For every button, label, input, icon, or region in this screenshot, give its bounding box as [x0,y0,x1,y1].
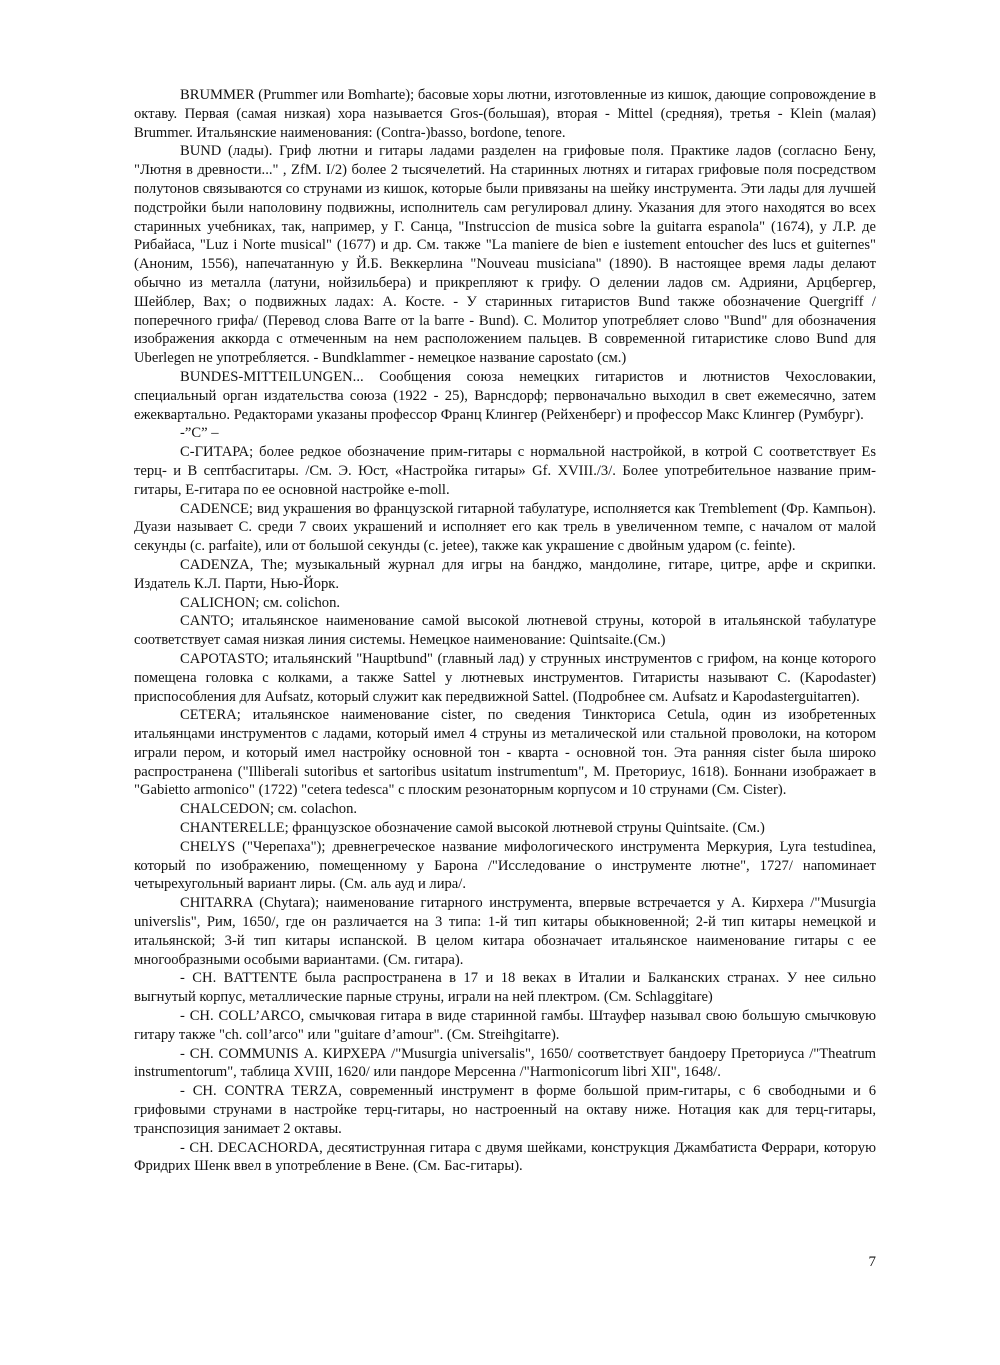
entry-ch-decachorda: - CH. DECACHORDA, десятиструнная гитара с двумя шейками, конструкция Джамбатиста Феррари, которую Фридрих Шенк ввел в употребление в Вене. (См. Бас-гитары). [134,1139,876,1175]
entry-chalcedon: CHALCEDON; см. colachon. [180,801,358,818]
page-number: 7 [868,1254,876,1270]
entry-chitarra: CHITARRA (Chytara); наименование гитарного инструмента, впервые встречается у А. Кирхера /"Musurgia universlis", Рим, 1650/, где он различается на 3 типа: 1-й тип китары обыкновенной; 2-й тип китары немецкой и итальянской; 3-й тип китары испанской. В целом китара обозначает итальянское наименование гитары с ее многообразными особыми вариантами. (См. гитара). [134,895,876,968]
entry-c-gitara: С-ГИТАРА; более редкое обозначение прим-гитары с нормальной настройкой, в котрой С соответствует Es терц- и В септбасгитары. /См. Э. Юст, «Настройка гитары» Gf. XVIII./3/. Более употребительное название прим-гитары, E-гитара по ее основной настройке e-moll. [134,444,876,498]
entry-ch-communis: - CH. COMMUNIS А. КИРХЕРА /"Musurgia universalis", 1650/ соответствует бандоеру Преториуса /"Theatrum instrumentorum", таблица XVIII, 1620/ или пандоре Мерсенна /"Harmonicorum libri XII", 1648/. [134,1045,876,1081]
entry-chanterelle: CHANTERELLE; французское обозначение самой высокой лютневой струны Quintsaite. (См.) [180,820,765,837]
entry-capotasto: CAPOTASTO; итальянский "Hauptbund" (главный лад) у струнных инструментов с грифом, на конце которого помещена головка с колками, а также Sattel у лютневых инструментов. Гитаристы называют С. (Kapodaster) приспособления для Aufsatz, который служит как передвижной Sattel. (Подробнее см. Aufsatz и Kapodasterguitarren). [134,650,876,705]
entry-cadenza: CADENZA, The; музыкальный журнал для игры на банджо, мандолине, гитаре, цитре, арфе и скрипки. Издатель К.Л. Парти, Нью-Йорк. [134,556,876,592]
entry-bund: BUND (лады). Гриф лютни и гитары ладами разделен на грифовые поля. Практике ладов (согласно Бену, "Лютня в древности..." , ZfM. I/2) более 2 тысячелетий. На старинных лютнях и гитарах грифовые поля посредством полутонов связываются со струнами из кишок, которые были привязаны на шейку инструмента. Эти лады для лучшей подстройки были наполовину подвижны, исполнитель сам регулировал длину. Указания для этого находятся во всех старинных учебниках, так, например, у Г. Санца, "Instruccion de musica sobre la guitarra espanola" (1674), у Л.Р. де Рибайаса, "Luz i Norte musical" (1677) и др. См. также "La maniere de bien e iustement entoucher des lucs et guiternes" (Аноним, 1556), напечатанную у Й.Б. Веккерлина "Nouveau musiciana" (1890). В настоящее время лады делают обычно из металла (латуни, нойзильбера) и прикрепляют к грифу. О делении ладов см. Адрияни, Арцбергер, Шейблер, Вах; о подвижных ладах: А. Косте. - У старинных гитаристов Bund также обозначение Quergriff /поперечного грифа/ (Перевод слова Barre от la barre - Bund). С. Молитор употребляет слово "Bund" для обозначения изображения аккорда с отмеченным на нем расположением пальцев. В современной гитаристике слово Bund для Uberlegen не употребляется. - Bundklammer - немецкое название capostato (см.) [134,143,876,367]
entry-cetera: CETERA; итальянское наименование cister, по сведения Тинкториса Cetula, один из изобретенных итальянцами инструментов с ладами, который имел 4 струны из металической или стальной проволоки, на котором играли пером, и который имел настройку основной тон - кварта - основной тон. Эта ранняя cister была широко распространена ("Illiberali sutoribus et sartoribus usitatum instrumentum", М. Преториус, 1618). Боннани изображает в "Gabietto armonico" (1722) "cetera tedesca" с плоским резонаторным корпусом и 10 струнами (См. Cister). [134,707,876,799]
section-heading-c: -”С” – [180,425,219,442]
entry-ch-battente: - CH. BATTENTE была распространена в 17 и 18 веках в Италии и Балканских странах. У нее сильно выгнутый корпус, металлические парные струны, играли на ней плектром. (См. Schlaggitare) [134,970,876,1006]
entry-bundes-mitteilungen: BUNDES-MITTEILUNGEN... Сообщения союза немецких гитаристов и лютнистов Чехословакии, специальный орган издательства союза (1922 - 25), Варнсдорф; первоначально выходил в свет ежемесячно, затем ежеквартально. Редакторами указаны профессор Франц Клингер (Рейхенберг) и профессор Макс Клингер (Румбург). [134,368,876,423]
entry-chelys: CHELYS ("Черепаха"); древнегреческое название мифологического инструмента Меркурия, Lyra testudinea, который по изображению, помещенному у Барона /"Исследование о инструменте лютне", 1727/ напоминает четырехугольный вариант лиры. (См. аль ауд и лира/. [134,838,876,893]
entry-cadence: CADENCE; вид украшения во французской гитарной табулатуре, исполняется как Tremblement (Фр. Кампьон). Дуази называет С. среди 7 своих украшений и исполняет его как трель в увеличенном темпе, с началом от малой секунды (c. parfaite), или от большой секунды (c. jetee), также как украшение с двойным ударом (c. feinte). [134,500,876,555]
entry-canto: CANTO; итальянское наименование самой высокой лютневой струны, которой в итальянской табулатуре соответствует самая низкая линия системы. Немецкое наименование: Quintsaite.(См.) [134,613,876,649]
document-body [134,86,876,1176]
entry-brummer: BRUMMER (Prummer или Bomharte); басовые хоры лютни, изготовленные из кишок, дающие сопровождение в октаву. Первая (самая низкая) хора называется Gros-(большая), вторая - Mittel (средняя), третья - Klein (малая) Brummer. Итальянские наименования: (Contra-)basso, bordone, tenore. [134,87,876,141]
entry-ch-coll-arco: - CH. COLL’ARCO, смычковая гитара в виде старинной гамбы. Штауфер называл свою большую смычковую гитару также "ch. coll’arco" или "guitare d’amour". (См. Streihgitarre). [134,1008,876,1043]
entry-ch-contra-terza: - CH. CONTRA TERZA, современный инструмент в форме большой прим-гитары, с 6 свободными и 6 грифовыми струнами в настройке терц-гитары, но настроенный на октаву ниже. Нотация как для терц-гитары, транспозиция занимает 2 октавы. [134,1083,876,1137]
entry-calichon: CALICHON; см. colichon. [180,594,341,611]
